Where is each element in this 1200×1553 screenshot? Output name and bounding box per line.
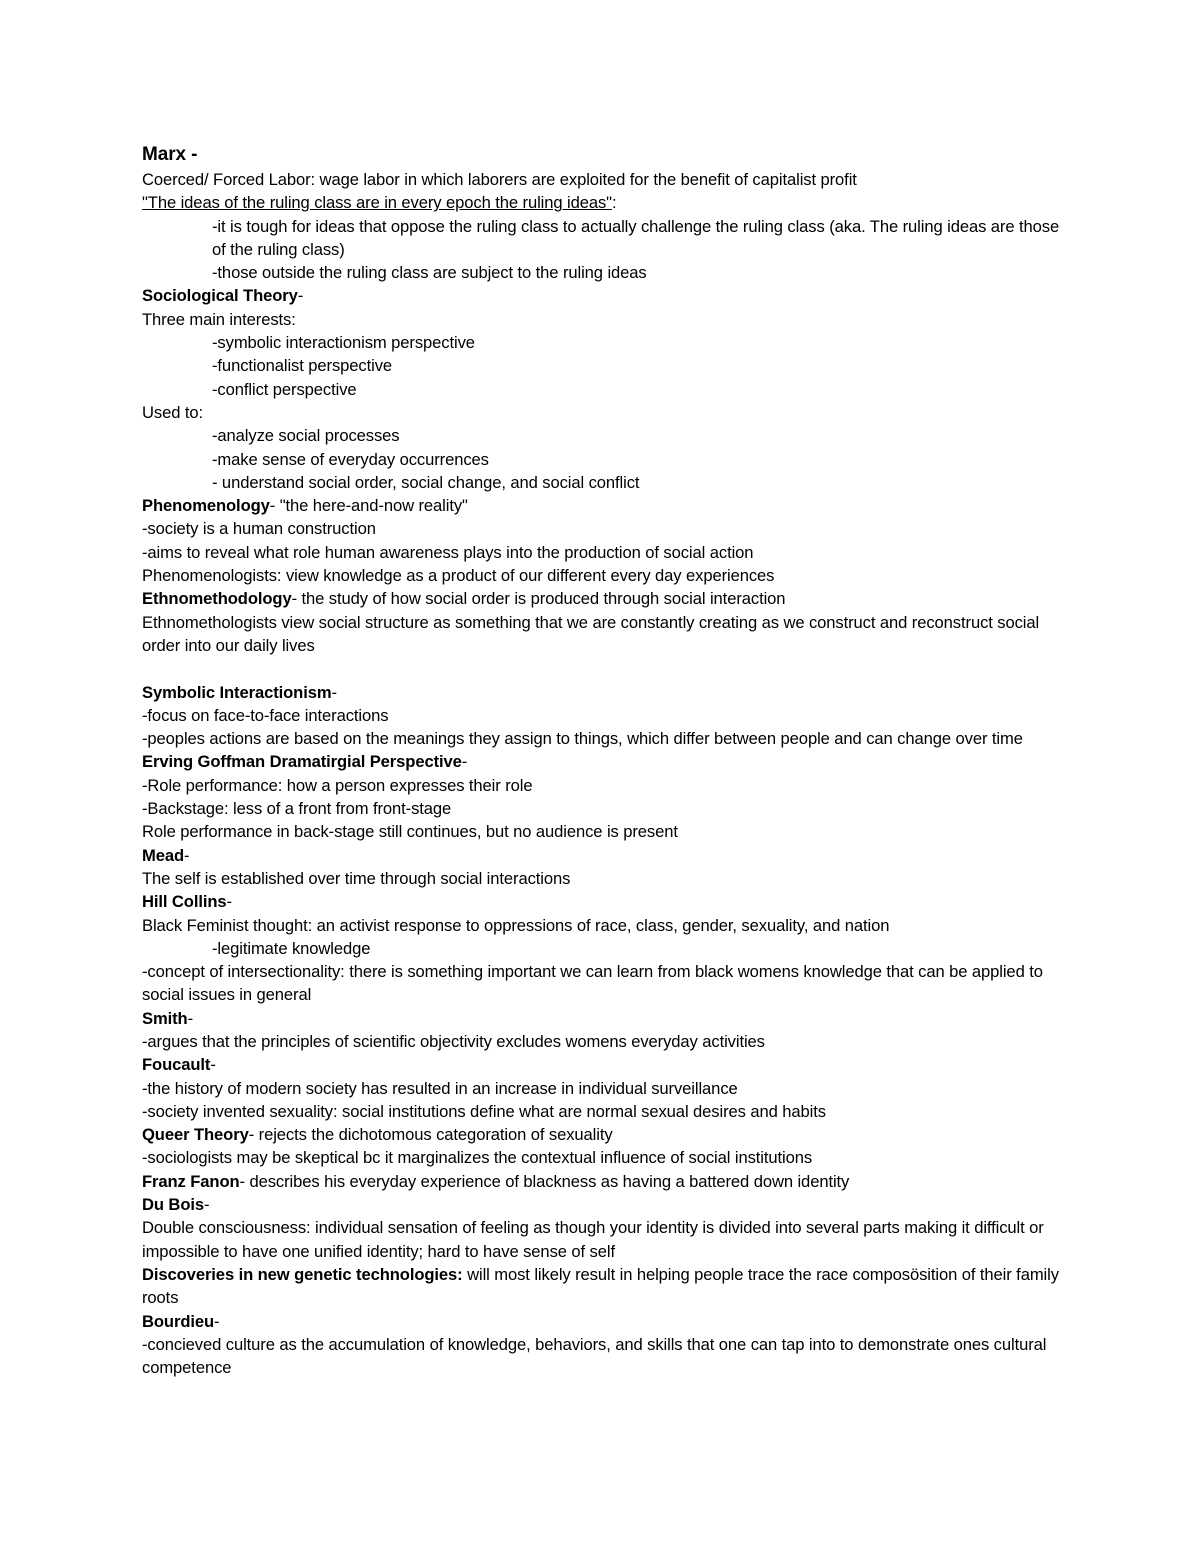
term-heading: Discoveries in new genetic technologies: <box>142 1264 463 1284</box>
note-line <box>142 867 1072 890</box>
note-line <box>142 797 1072 820</box>
note-text: -concieved culture as the accumulation of knowledge, behaviors, and skills that one can tap into to demonstrate ones cultural competence <box>142 1334 1047 1378</box>
note-text: - <box>297 286 304 306</box>
note-text: - <box>204 1195 210 1215</box>
note-line <box>142 960 1072 1007</box>
note-line <box>142 308 1072 331</box>
note-line <box>142 191 1072 214</box>
note-text: Double consciousness: individual sensation of feeling as though your identity is divided into several parts making it difficult or impossible to have one unified identity; hard to have sense of self <box>142 1218 1044 1261</box>
term-heading: Erving Goffman Dramatirgial Perspective <box>142 752 462 772</box>
section-heading-line <box>142 494 1072 517</box>
section-heading-line <box>142 1007 1072 1030</box>
term-heading: Hill Collins <box>142 892 227 912</box>
note-line <box>142 261 1072 284</box>
section-heading-line <box>142 1193 1072 1216</box>
note-text: -it is tough for ideas that oppose the ruling class to actually challenge the ruling class (aka. The ruling ideas are those of the ruling class) <box>212 216 1060 259</box>
term-heading: Ethnomethodology <box>142 589 292 609</box>
note-text: Coerced/ Forced Labor: wage labor in which laborers are exploited for the benefit of capitalist profit <box>142 170 857 189</box>
section-heading-line <box>142 284 1072 307</box>
note-line <box>142 354 1072 377</box>
section-heading-line <box>142 844 1072 867</box>
section-heading-line <box>142 681 1072 704</box>
note-line <box>142 820 1072 843</box>
note-text: - <box>214 1311 220 1331</box>
note-text: -legitimate knowledge <box>212 938 371 958</box>
document-body <box>142 143 1072 1379</box>
note-text: - the study of how social order is produced through social interaction <box>291 589 786 609</box>
section-heading-line <box>142 587 1072 610</box>
note-text: - <box>461 752 468 772</box>
term-heading: Phenomenology <box>142 496 270 516</box>
section-heading-line <box>142 1170 1072 1193</box>
note-text: - <box>331 682 337 702</box>
term-heading: Foucault <box>142 1055 211 1075</box>
term-heading: Franz Fanon <box>142 1171 240 1191</box>
note-text: -functionalist perspective <box>212 356 393 376</box>
section-heading-line <box>142 890 1072 913</box>
note-text: -concept of intersectionality: there is something important we can learn from black womens knowledge that can be applied to social issues in general <box>142 962 1043 1005</box>
note-text: -Role performance: how a person expresses their role <box>142 775 533 795</box>
note-text: -peoples actions are based on the meanings they assign to things, which differ between people and can change over time <box>142 729 1023 749</box>
note-line <box>142 331 1072 354</box>
note-text: Role performance in back-stage still continues, but no audience is present <box>142 822 678 842</box>
section-heading-line <box>142 750 1072 773</box>
term-heading: Du Bois <box>142 1195 204 1215</box>
note-line <box>142 401 1072 424</box>
note-line <box>142 1146 1072 1169</box>
note-text: : <box>611 193 617 213</box>
note-text: -symbolic interactionism perspective <box>212 333 475 353</box>
note-text: Used to: <box>142 402 203 422</box>
term-heading: Bourdieu <box>142 1311 215 1331</box>
term-heading: Symbolic Interactionism <box>142 682 332 702</box>
note-text: -those outside the ruling class are subject to the ruling ideas <box>212 263 647 283</box>
section-heading-line <box>142 1263 1072 1310</box>
note-text: - <box>187 1008 194 1028</box>
note-text: - "the here-and-now reality" <box>269 496 468 516</box>
note-line <box>142 378 1072 401</box>
note-line <box>142 517 1072 540</box>
note-line <box>142 1216 1072 1263</box>
note-text: - rejects the dichotomous categoration of sexuality <box>248 1125 613 1145</box>
underlined-quote: "The ideas of the ruling class are in every epoch the ruling ideas" <box>142 193 612 213</box>
note-line <box>142 564 1072 587</box>
note-text: -society is a human construction <box>142 519 376 539</box>
section-heading-line <box>142 143 1072 167</box>
term-heading: Marx - <box>142 144 198 165</box>
note-line <box>142 541 1072 564</box>
note-line <box>142 774 1072 797</box>
note-text: -argues that the principles of scientific objectivity excludes womens everyday activities <box>142 1031 765 1051</box>
note-text: -society invented sexuality: social institutions define what are normal sexual desires and habits <box>142 1101 826 1121</box>
note-text: will most likely result in helping people trace the race composösition of their family roots <box>142 1264 1059 1308</box>
note-line <box>142 215 1072 262</box>
note-line <box>142 704 1072 727</box>
note-text: Phenomenologists: view knowledge as a product of our different every day experiences <box>142 566 775 586</box>
term-heading: Smith <box>142 1008 188 1028</box>
section-heading-line <box>142 1053 1072 1076</box>
note-line <box>142 168 1072 191</box>
note-text: Black Feminist thought: an activist response to oppressions of race, class, gender, sexuality, and nation <box>142 915 890 935</box>
term-heading: Queer Theory <box>142 1125 249 1145</box>
note-line <box>142 914 1072 937</box>
note-text: The self is established over time through social interactions <box>142 868 571 888</box>
note-line <box>142 1333 1072 1380</box>
note-line <box>142 448 1072 471</box>
note-line <box>142 1030 1072 1053</box>
note-text: - <box>210 1055 216 1075</box>
note-text: Three main interests: <box>142 309 296 329</box>
note-text: - understand social order, social change, and social conflict <box>212 472 640 492</box>
note-line <box>142 611 1072 658</box>
blank-line <box>142 657 1072 680</box>
note-text: -make sense of everyday occurrences <box>212 449 489 469</box>
note-text: -aims to reveal what role human awareness plays into the production of social action <box>142 542 754 562</box>
note-text: -Backstage: less of a front from front-stage <box>142 799 452 819</box>
note-line <box>142 1077 1072 1100</box>
note-text: - describes his everyday experience of blackness as having a battered down identity <box>239 1171 850 1191</box>
note-text: Ethnomethologists view social structure as something that we are constantly creating as we construct and reconstruct social order into our daily lives <box>142 612 1040 655</box>
note-line <box>142 424 1072 447</box>
term-heading: Sociological Theory <box>142 286 298 306</box>
term-heading: Mead <box>142 845 185 865</box>
note-text: - <box>226 892 232 912</box>
section-heading-line <box>142 1310 1072 1333</box>
note-text: -focus on face-to-face interactions <box>142 705 389 725</box>
note-text: -the history of modern society has resulted in an increase in individual surveillance <box>142 1078 738 1098</box>
note-text: - <box>184 845 190 865</box>
section-heading-line <box>142 1123 1072 1146</box>
note-text: -sociologists may be skeptical bc it marginalizes the contextual influence of social institutions <box>142 1148 813 1168</box>
note-line <box>142 727 1072 750</box>
note-text: -analyze social processes <box>212 426 400 446</box>
note-line <box>142 1100 1072 1123</box>
note-line <box>142 937 1072 960</box>
note-line <box>142 471 1072 494</box>
note-text: -conflict perspective <box>212 379 357 399</box>
